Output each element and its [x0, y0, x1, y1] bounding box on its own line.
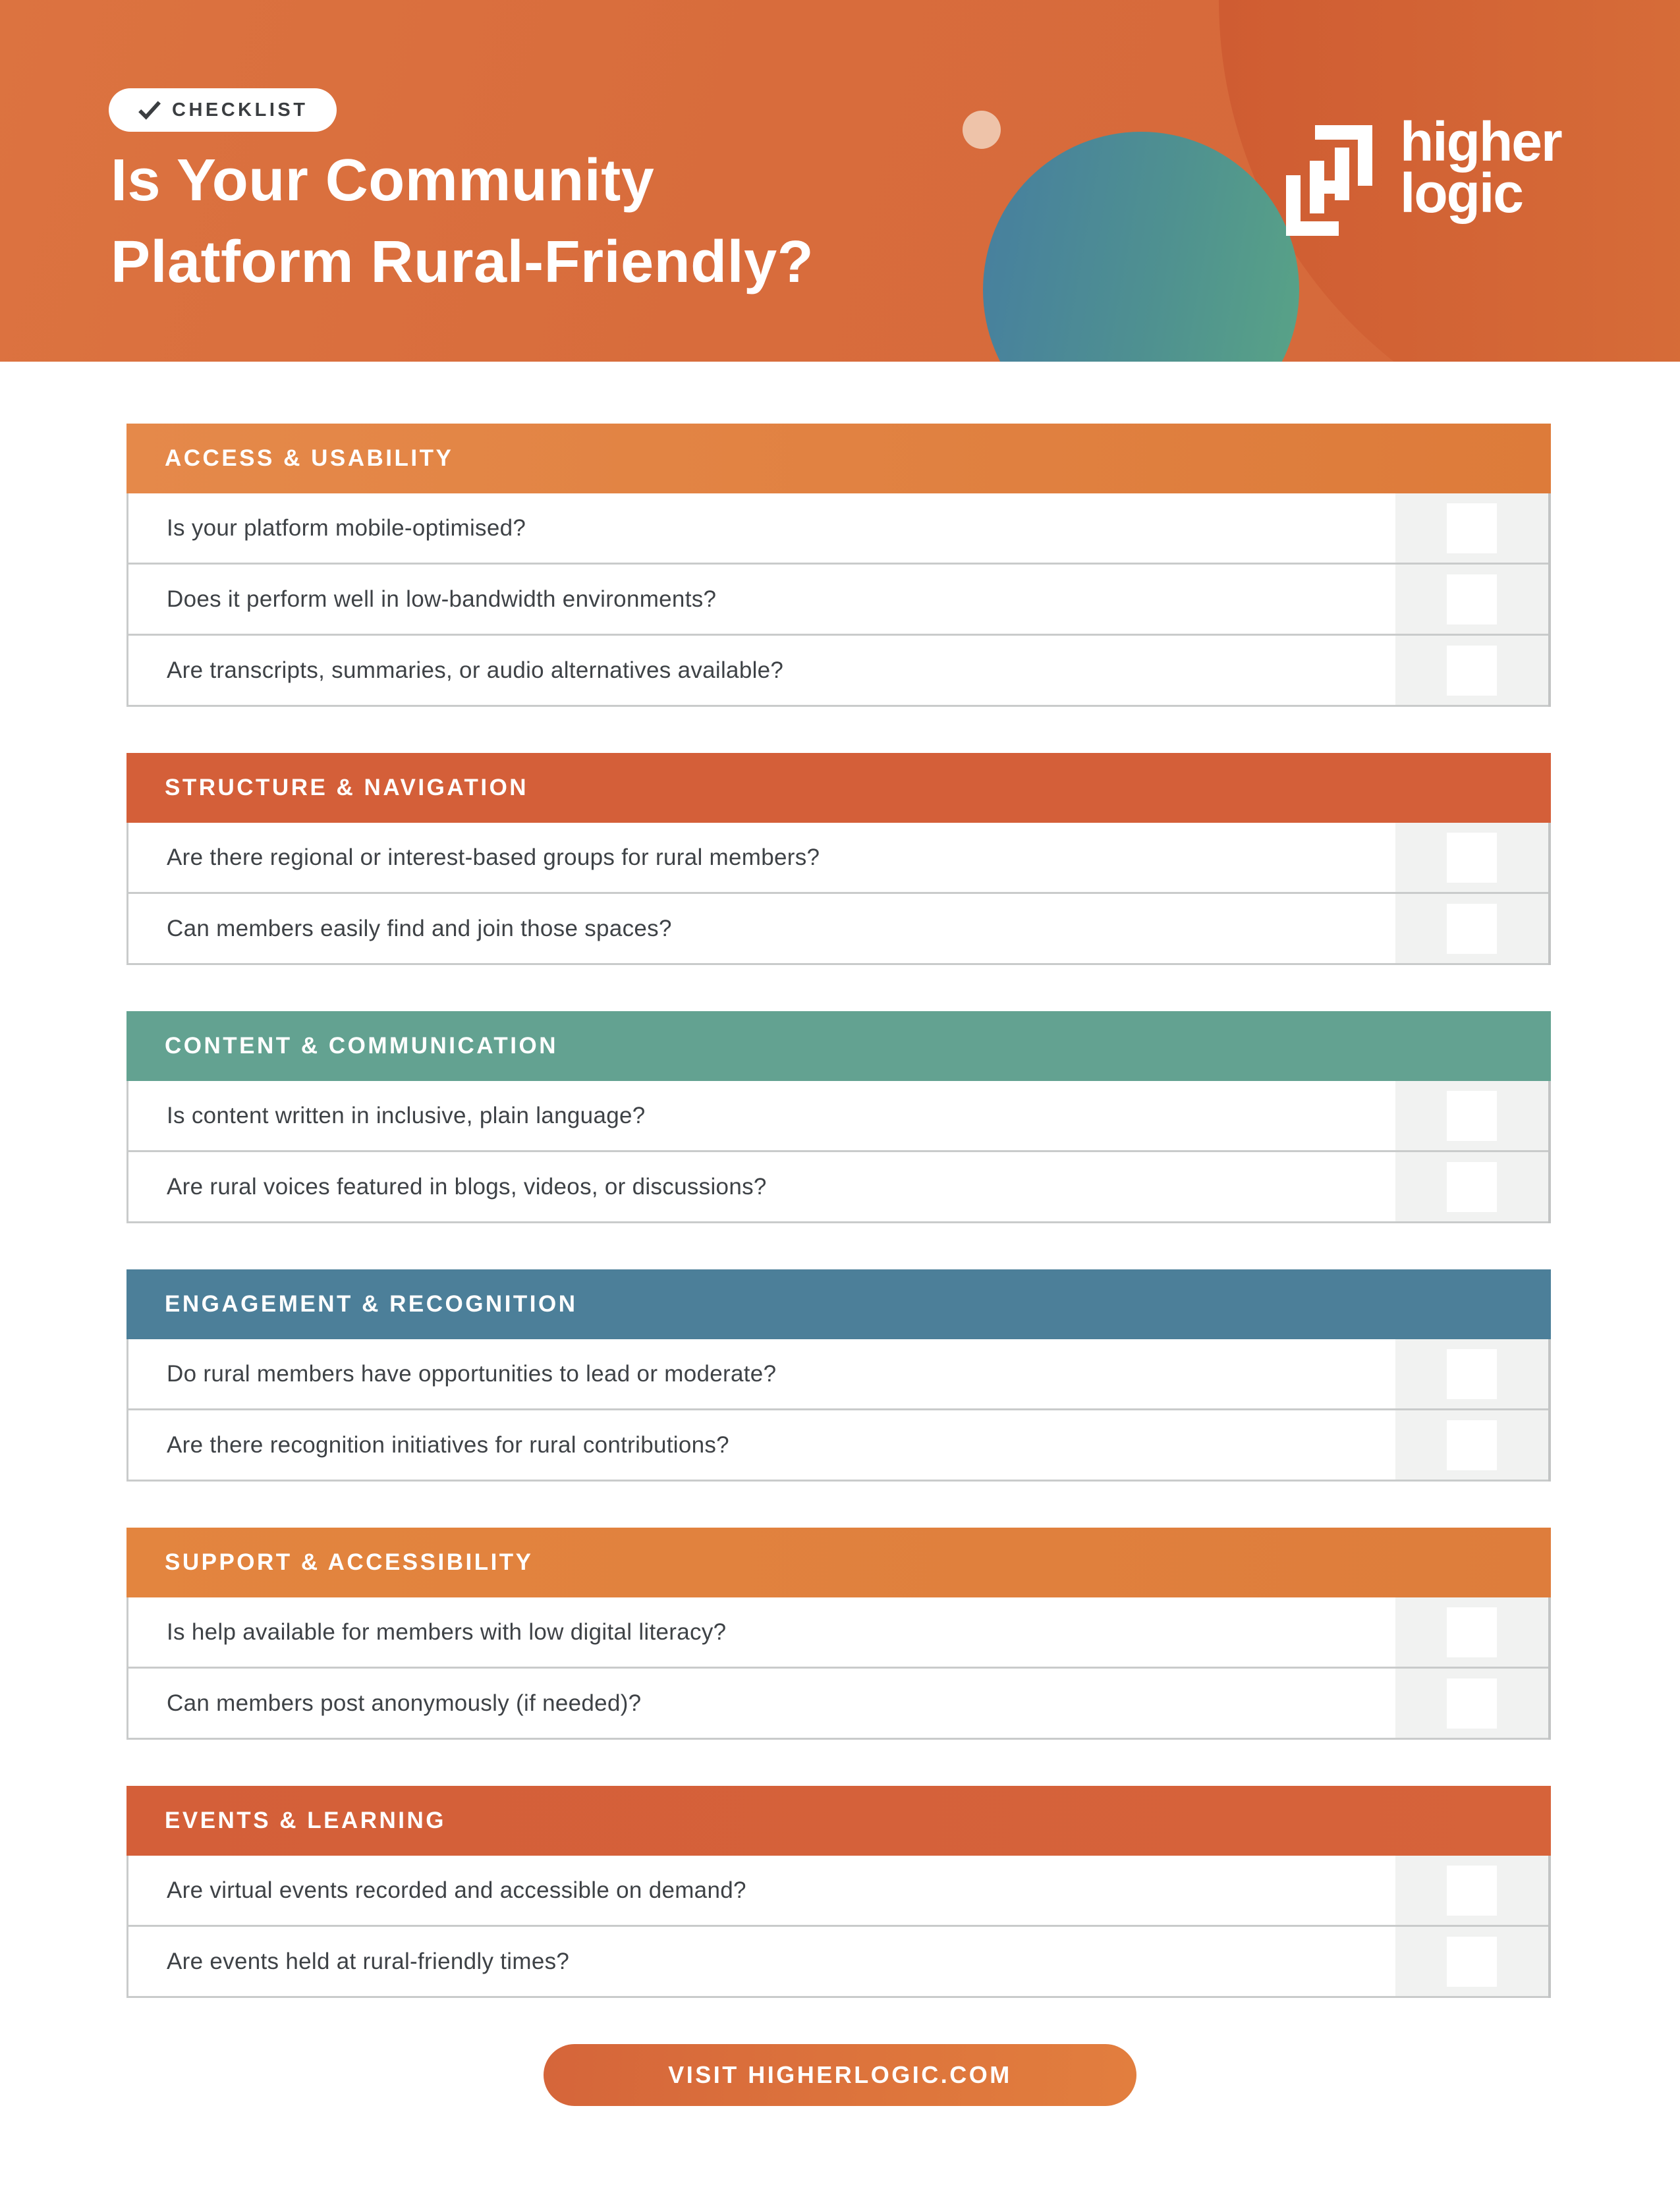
checkmark-icon — [138, 100, 161, 120]
checklist-row — [128, 1339, 1548, 1410]
checkbox-cell — [1395, 493, 1548, 563]
checkbox-cell — [1395, 1339, 1548, 1408]
checkbox-cell — [1395, 1152, 1548, 1221]
page-title-line2: Platform Rural-Friendly? — [111, 229, 814, 296]
section-title: ACCESS & USABILITY — [165, 445, 454, 471]
section-header — [126, 753, 1551, 823]
checkbox[interactable] — [1447, 1937, 1497, 1987]
row-label: Is your platform mobile-optimised? — [167, 514, 526, 541]
checklist-row — [128, 894, 1548, 965]
checklist-row — [128, 1669, 1548, 1740]
logo-mark-icon — [1286, 125, 1372, 236]
checkbox-cell — [1395, 1597, 1548, 1667]
checklist-row — [128, 1597, 1548, 1669]
checklist-content — [126, 424, 1551, 1998]
checklist-row — [128, 565, 1548, 636]
row-label: Are there regional or interest-based groups for rural members? — [167, 844, 820, 870]
checkbox-cell — [1395, 636, 1548, 705]
row-label: Are there recognition initiatives for rural contributions? — [167, 1431, 729, 1458]
section-rows — [126, 1081, 1551, 1223]
checklist-row — [128, 823, 1548, 894]
section-title: CONTENT & COMMUNICATION — [165, 1033, 559, 1059]
section-rows — [126, 823, 1551, 965]
section-title: EVENTS & LEARNING — [165, 1808, 447, 1833]
logo-word-line1: higher — [1400, 111, 1561, 173]
checkbox-cell — [1395, 1856, 1548, 1925]
row-label: Are rural voices featured in blogs, videos, or discussions? — [167, 1173, 767, 1200]
checkbox[interactable] — [1447, 1607, 1497, 1657]
checkbox-cell — [1395, 894, 1548, 963]
checkbox-cell — [1395, 823, 1548, 892]
section-title: ENGAGEMENT & RECOGNITION — [165, 1291, 578, 1317]
logo-word-line2: logic — [1400, 162, 1523, 225]
checkbox-cell — [1395, 565, 1548, 634]
checklist-row — [128, 636, 1548, 707]
checkbox-cell — [1395, 1081, 1548, 1150]
checkbox[interactable] — [1447, 503, 1497, 553]
checklist-row — [128, 1927, 1548, 1998]
higher-logic-logo — [1286, 111, 1561, 236]
checklist-section — [126, 424, 1551, 707]
checkbox[interactable] — [1447, 904, 1497, 954]
section-rows — [126, 1339, 1551, 1482]
page-title-line1: Is Your Community — [111, 148, 655, 213]
checkbox[interactable] — [1447, 1866, 1497, 1916]
section-rows — [126, 1856, 1551, 1998]
header-banner — [0, 0, 1680, 362]
checkbox[interactable] — [1447, 1091, 1497, 1141]
checklist-section — [126, 1786, 1551, 1998]
checkbox[interactable] — [1447, 1162, 1497, 1212]
section-header — [126, 424, 1551, 493]
section-header — [126, 1011, 1551, 1081]
checkbox[interactable] — [1447, 1678, 1497, 1729]
row-label: Do rural members have opportunities to lead or moderate? — [167, 1360, 777, 1387]
decorative-peach-dot — [963, 111, 1001, 149]
checklist-section — [126, 1528, 1551, 1740]
checklist-row — [128, 1410, 1548, 1482]
checklist-section — [126, 753, 1551, 965]
checkbox-cell — [1395, 1410, 1548, 1480]
checkbox-cell — [1395, 1927, 1548, 1996]
checkbox[interactable] — [1447, 833, 1497, 883]
logo-wordmark — [1400, 111, 1561, 236]
section-title: STRUCTURE & NAVIGATION — [165, 775, 529, 800]
row-label: Is content written in inclusive, plain language? — [167, 1102, 646, 1128]
checklist-row — [128, 1856, 1548, 1927]
section-header — [126, 1269, 1551, 1339]
checkbox-cell — [1395, 1669, 1548, 1738]
section-title: SUPPORT & ACCESSIBILITY — [165, 1549, 534, 1575]
row-label: Can members post anonymously (if needed)? — [167, 1690, 642, 1716]
checklist-section — [126, 1269, 1551, 1482]
section-header — [126, 1786, 1551, 1856]
row-label: Are transcripts, summaries, or audio alternatives available? — [167, 657, 784, 683]
section-rows — [126, 493, 1551, 707]
page-title — [111, 140, 814, 303]
checkbox[interactable] — [1447, 646, 1497, 696]
badge-label: CHECKLIST — [172, 99, 308, 121]
checklist-row — [128, 1081, 1548, 1152]
section-header — [126, 1528, 1551, 1597]
checkbox[interactable] — [1447, 1349, 1497, 1399]
checkbox[interactable] — [1447, 574, 1497, 624]
checklist-row — [128, 1152, 1548, 1223]
row-label: Can members easily find and join those spaces? — [167, 915, 672, 941]
checklist-badge — [109, 88, 337, 132]
section-rows — [126, 1597, 1551, 1740]
row-label: Is help available for members with low digital literacy? — [167, 1619, 727, 1645]
row-label: Does it perform well in low-bandwidth environments? — [167, 586, 717, 612]
footer — [0, 2044, 1680, 2106]
checklist-section — [126, 1011, 1551, 1223]
visit-button[interactable]: VISIT HIGHERLOGIC.COM — [544, 2044, 1136, 2106]
checklist-row — [128, 493, 1548, 565]
row-label: Are events held at rural-friendly times? — [167, 1948, 570, 1974]
checkbox[interactable] — [1447, 1420, 1497, 1470]
row-label: Are virtual events recorded and accessible on demand? — [167, 1877, 746, 1903]
